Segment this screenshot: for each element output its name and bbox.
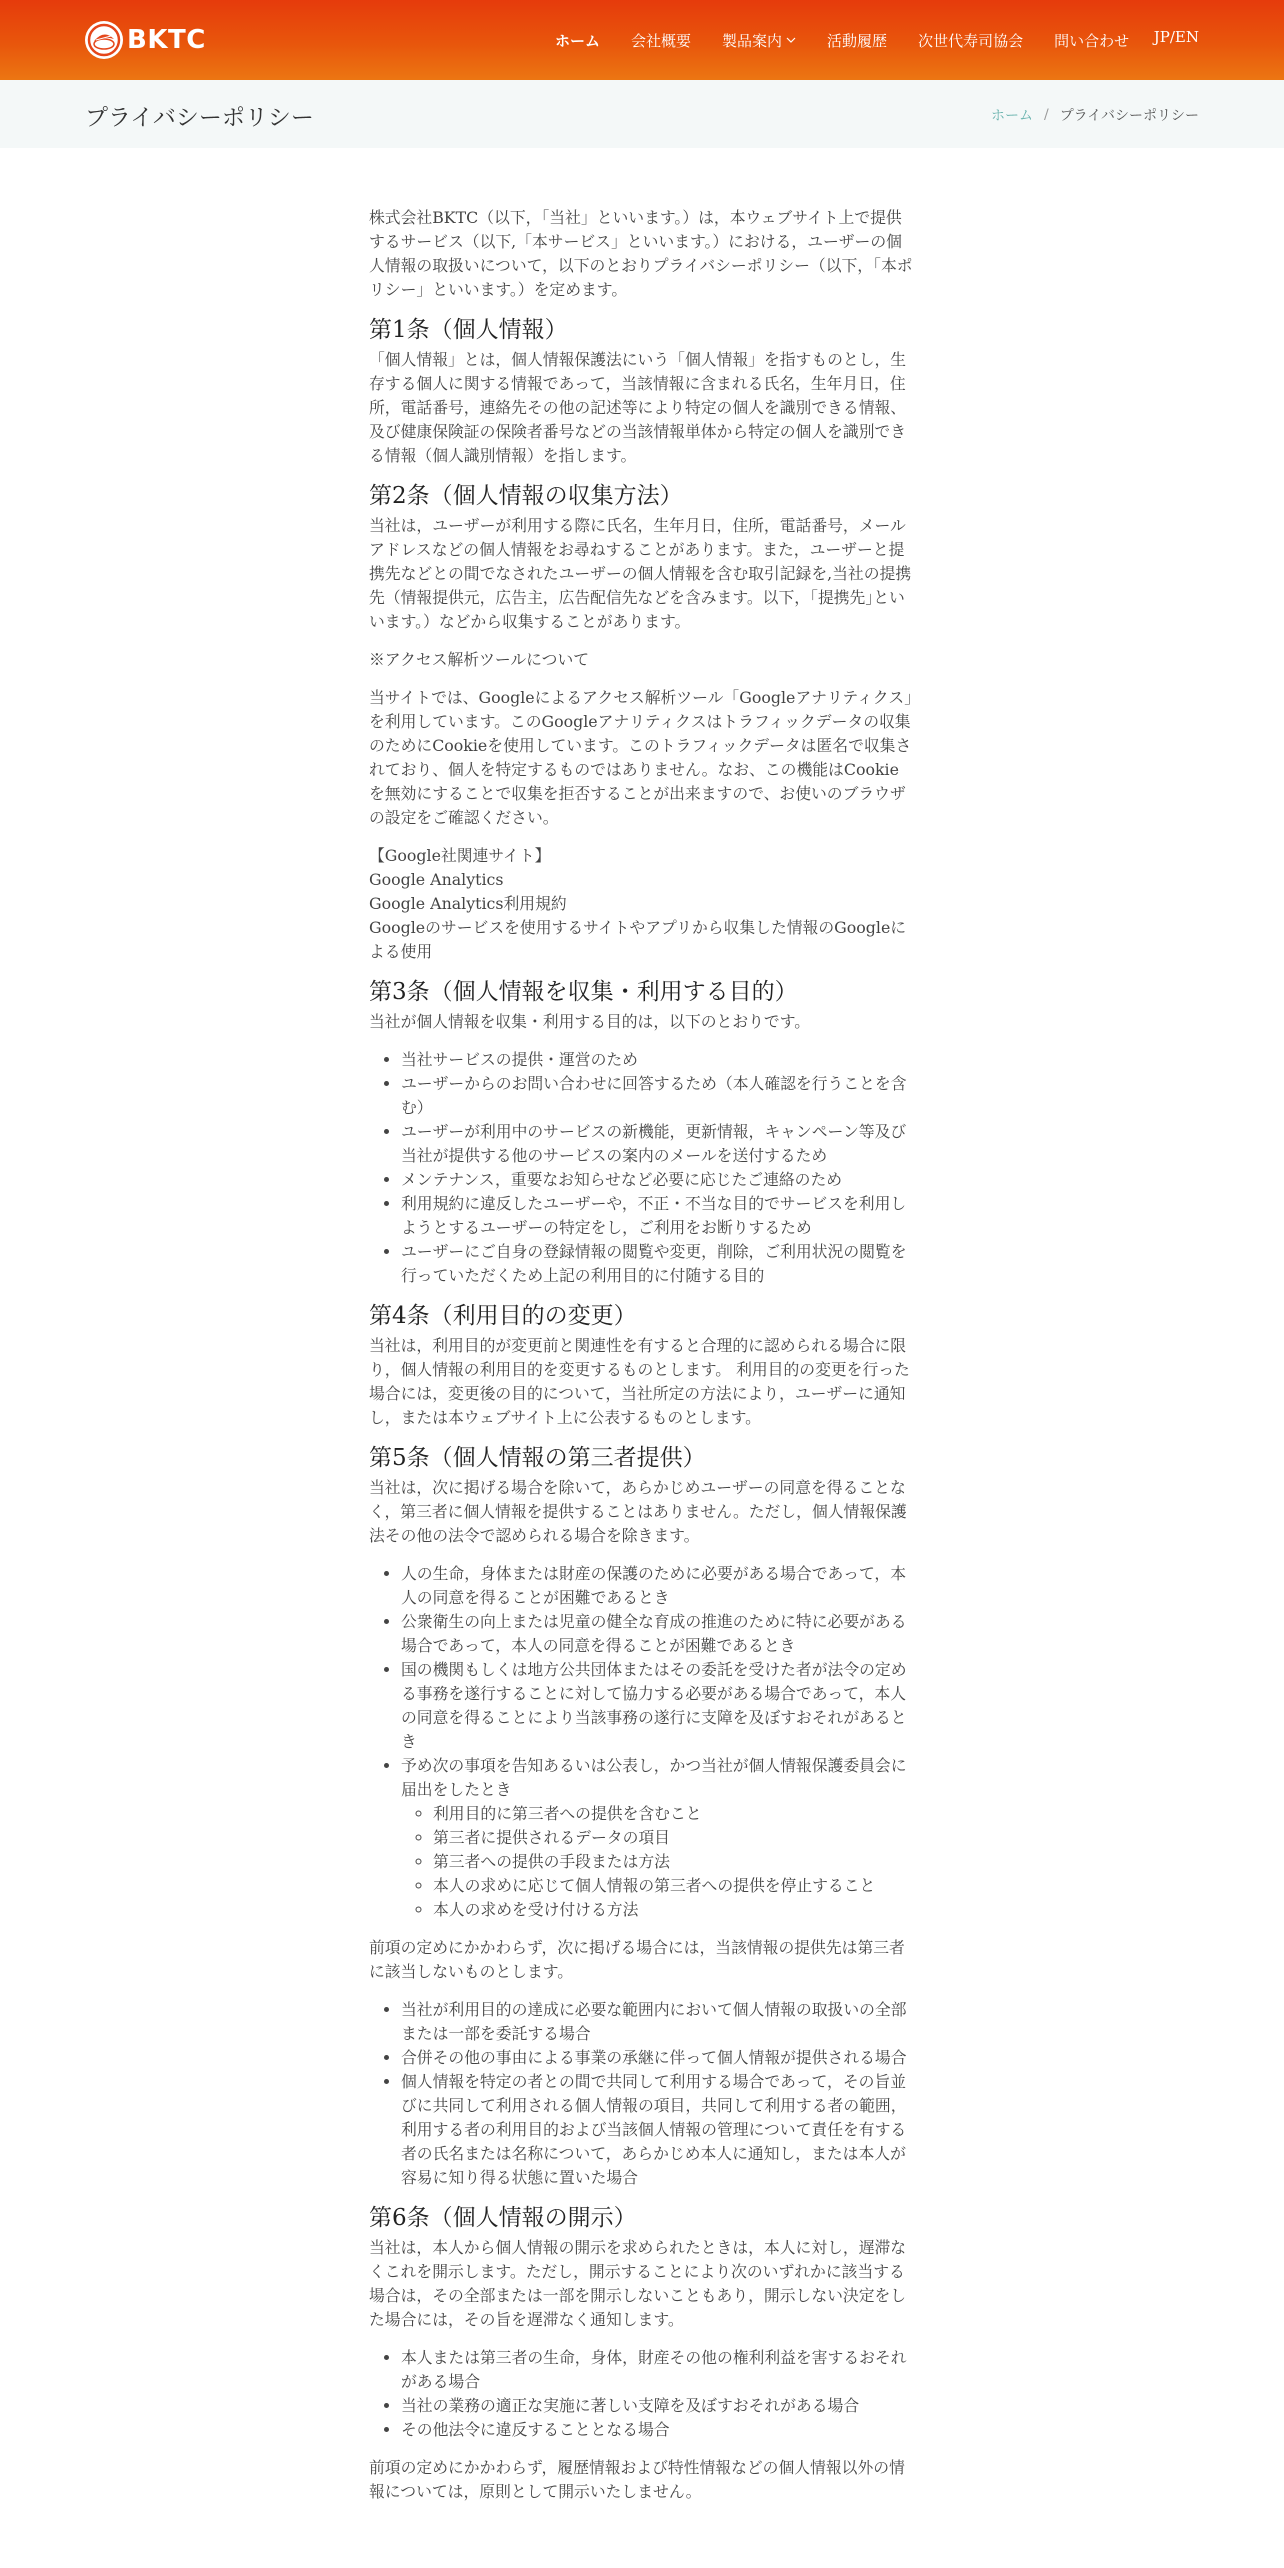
breadcrumb-separator: / (1043, 107, 1049, 123)
section-6-list (401, 2346, 914, 2442)
list-item: • 本人または第三者の生命，身体，財産その他の権利利益を害するおそれがある場合 (401, 2346, 914, 2394)
page-title-bar (0, 80, 1284, 148)
policy-content (369, 206, 914, 2518)
link-google-data-usage[interactable]: Googleのサービスを使用するサイトやアプリから収集した情報のGoogleによる使用 (369, 918, 907, 961)
sublist-item: ◦ 本人の求めに応じて個人情報の第三者への提供を停止すること (433, 1874, 914, 1898)
link-analytics-terms[interactable]: Google Analytics利用規約 (369, 894, 567, 913)
nav-home[interactable]: ホーム (555, 31, 601, 50)
list-item: • ユーザーにご自身の登録情報の閲覧や変更，削除，ご利用状況の閲覧を行っていただくため上記の利用目的に付随する目的 (401, 1240, 914, 1288)
list-item: • ユーザーからのお問い合わせに回答するため（本人確認を行うことを含む） (401, 1072, 914, 1120)
section-6-text-2: 前項の定めにかかわらず，履歴情報および特性情報などの個人情報以外の情報については，原則として開示いたしません。 (369, 2458, 905, 2501)
list-item: • 人の生命，身体または財産の保護のために必要がある場合であって，本人の同意を得ることが困難であるとき (401, 1562, 914, 1610)
list-item: • 当社が利用目的の達成に必要な範囲内において個人情報の取扱いの全部または一部を委託する場合 (401, 1998, 914, 2046)
section-5-text-2: 前項の定めにかかわらず，次に掲げる場合には，当該情報の提供先は第三者に該当しないものとします。 (369, 1938, 905, 1981)
logo-text: BKTC (127, 25, 206, 55)
list-item: • メンテナンス，重要なお知らせなど必要に応じたご連絡のため (401, 1168, 914, 1192)
section-1-text: 「個人情報」とは，個人情報保護法にいう「個人情報」を指すものとし，生存する個人に関する情報であって，当該情報に含まれる氏名，生年月日，住所，電話番号，連絡先その他の記述等により特定の個人を識別できる情報、及び健康保険証の保険者番号などの当該情報単体から特定の個人を識別できる情報（個人識別情報）を指します。 (369, 350, 907, 465)
list-item: • 当社の業務の適正な実施に著しい支障を及ぼすおそれがある場合 (401, 2394, 914, 2418)
section-6-text: 当社は，本人から個人情報の開示を求められたときは，本人に対し，遅滞なくこれを開示します。ただし，開示することにより次のいずれかに該当する場合は，その全部または一部を開示しないこともあり，開示しない決定をした場合には，その旨を遅滞なく通知します。 (369, 2238, 907, 2329)
list-item: • 当社サービスの提供・運営のため (401, 1048, 914, 1072)
list-item: • ユーザーが利用中のサービスの新機能，更新情報，キャンペーン等及び当社が提供する他のサービスの案内のメールを送付するため (401, 1120, 914, 1168)
section-3-text: 当社が個人情報を収集・利用する目的は，以下のとおりです。 (369, 1012, 811, 1031)
intro-paragraph: 株式会社BKTC（以下，「当社」といいます。）は，本ウェブサイト上で提供するサービス（以下,「本サービス」といいます。）における，ユーザーの個人情報の取扱いについて，以下のとおりプライバシーポリシー（以下，「本ポリシー」といいます。）を定めます。 (369, 208, 913, 299)
link-google-analytics[interactable]: Google Analytics (369, 870, 504, 889)
breadcrumb (991, 105, 1199, 125)
nav-history[interactable]: 活動履歴 (827, 31, 888, 50)
section-1-heading: 第1条（個人情報） (369, 317, 568, 343)
main-nav (555, 28, 1160, 52)
nav-products[interactable] (722, 30, 796, 51)
google-links (369, 844, 914, 964)
nav-products-label: 製品案内 (722, 31, 783, 50)
section-5-list (401, 1562, 914, 1922)
list-item: • 公衆衛生の向上または児童の健全な育成の推進のために特に必要がある場合であって，本人の同意を得ることが困難であるとき (401, 1610, 914, 1658)
section-6-heading: 第6条（個人情報の開示） (369, 2205, 637, 2231)
section-4-heading: 第4条（利用目的の変更） (369, 1303, 637, 1329)
section-5-heading: 第5条（個人情報の第三者提供） (369, 1445, 706, 1471)
section-3-list (401, 1048, 914, 1288)
breadcrumb-current: プライバシーポリシー (1059, 108, 1199, 124)
list-item: • 利用規約に違反したユーザーや，不正・不当な目的でサービスを利用しようとするユーザーの特定をし，ご利用をお断りするため (401, 1192, 914, 1240)
analytics-text: 当サイトでは、Googleによるアクセス解析ツール「Googleアナリティクス」を利用しています。このGoogleアナリティクスはトラフィックデータの収集のためにCookieを使用しています。このトラフィックデータは匿名で収集されており、個人を特定するものではありません。なお、この機能はCookieを無効にすることで収集を拒否することが出来ますので、お使いのブラウザの設定をご確認ください。 (369, 688, 913, 827)
list-item: • 合併その他の事由による事業の承継に伴って個人情報が提供される場合 (401, 2046, 914, 2070)
nav-company[interactable]: 会社概要 (631, 31, 692, 50)
section-2-text: 当社は，ユーザーが利用する際に氏名，生年月日，住所，電話番号，メールアドレスなどの個人情報をお尋ねすることがあります。また，ユーザーと提携先などとの間でなされたユーザーの個人情報を含む取引記録を,当社の提携先（情報提供元，広告主，広告配信先などを含みます。以下，｢提携先｣といいます。）などから収集することがあります。 (369, 516, 912, 631)
sushi-logo-icon (85, 21, 123, 59)
language-switch[interactable]: JP/EN (1153, 28, 1199, 46)
nav-association[interactable]: 次世代寿司協会 (918, 31, 1024, 50)
sublist-item: ◦ 本人の求めを受け付ける方法 (433, 1898, 914, 1922)
list-item: • 国の機関もしくは地方公共団体またはその委託を受けた者が法令の定める事務を遂行することに対して協力する必要がある場合であって，本人の同意を得ることにより当該事務の遂行に支障を及ぼすおそれがあるとき (401, 1658, 914, 1754)
google-links-title: 【Google社関連サイト】 (369, 846, 551, 865)
nav-contact[interactable]: 問い合わせ (1054, 31, 1130, 50)
list-item-text: 予め次の事項を告知あるいは公表し，かつ当社が個人情報保護委員会に届出をしたとき (401, 1756, 907, 1799)
list-item (401, 1754, 914, 1922)
section-4-text: 当社は，利用目的が変更前と関連性を有すると合理的に認められる場合に限り，個人情報の利用目的を変更するものとします。 利用目的の変更を行った場合には，変更後の目的について，当社所定の方法により，ユーザーに通知し，または本ウェブサイト上に公表するものとします。 (369, 1336, 910, 1427)
sublist-item: ◦ 第三者に提供されるデータの項目 (433, 1826, 914, 1850)
list-item: • 個人情報を特定の者との間で共同して利用する場合であって，その旨並びに共同して利用される個人情報の項目，共同して利用する者の範囲，利用する者の利用目的および当該個人情報の管理について責任を有する者の氏名または名称について，あらかじめ本人に通知し，または本人が容易に知り得る状態に置いた場合 (401, 2070, 914, 2190)
logo[interactable] (85, 20, 206, 60)
sublist-item: ◦ 第三者への提供の手段または方法 (433, 1850, 914, 1874)
section-5-sublist (433, 1802, 914, 1922)
list-item: • その他法令に違反することとなる場合 (401, 2418, 914, 2442)
section-2-heading: 第2条（個人情報の収集方法） (369, 483, 683, 509)
section-5-list-2 (401, 1998, 914, 2190)
page-title: プライバシーポリシー (85, 105, 314, 131)
section-3-heading: 第3条（個人情報を収集・利用する目的） (369, 979, 798, 1005)
analytics-note: ※アクセス解析ツールについて (369, 650, 590, 669)
chevron-down-icon (786, 35, 796, 45)
site-header (0, 0, 1284, 80)
section-5-text: 当社は，次に掲げる場合を除いて，あらかじめユーザーの同意を得ることなく，第三者に個人情報を提供することはありません。ただし，個人情報保護法その他の法令で認められる場合を除きます。 (369, 1478, 907, 1545)
sublist-item: ◦ 利用目的に第三者への提供を含むこと (433, 1802, 914, 1826)
breadcrumb-home-link[interactable]: ホーム (990, 108, 1033, 124)
